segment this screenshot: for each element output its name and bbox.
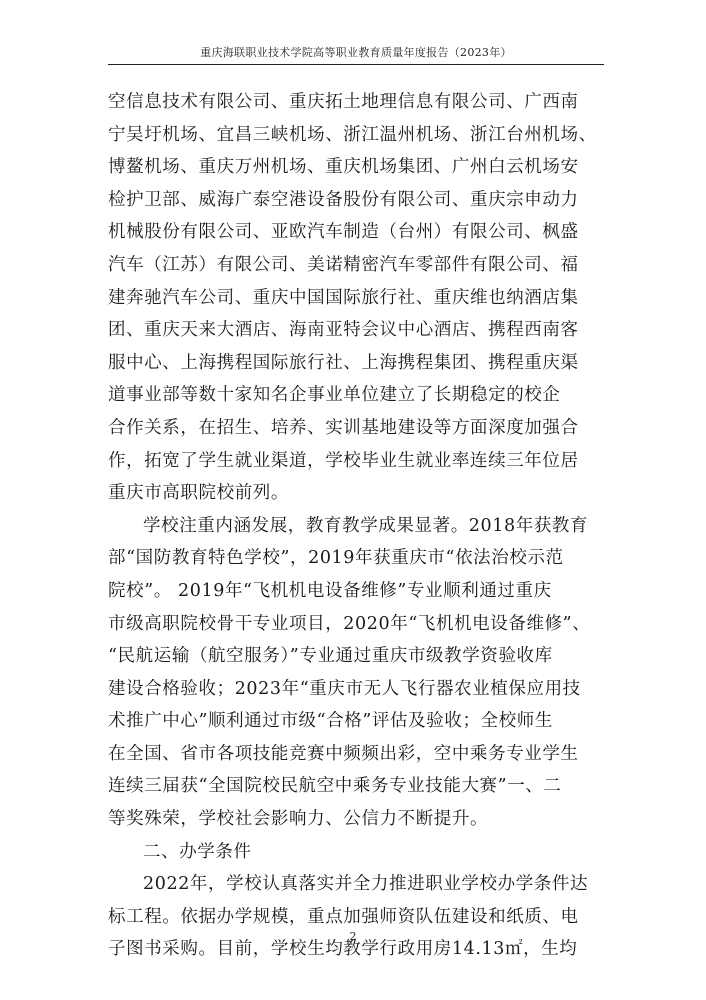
text-line: 子图书采购。目前，学校生均教学行政用房14.13㎡，生均	[108, 939, 578, 960]
text-line: 建奔驰汽车公司、重庆中国国际旅行社、重庆维也纳酒店集	[108, 287, 579, 308]
header-divider	[108, 64, 604, 65]
text-line: 作，拓宽了学生就业渠道，学校毕业生就业率连续三年位居	[108, 450, 579, 471]
body-text	[108, 86, 604, 966]
text-line: 标工程。依据办学规模，重点加强师资队伍建设和纸质、电	[108, 906, 579, 927]
text-line: 合作关系，在招生、培养、实训基地建设等方面深度加强合	[108, 417, 579, 438]
text-line: 部“国防教育特色学校”，2019年获重庆市“依法治校示范	[108, 548, 564, 569]
text-line: 重庆市高职院校前列。	[108, 483, 289, 504]
text-line: 连续三届获“全国院校民航空中乘务专业技能大赛”一、二	[108, 776, 562, 797]
text-line: 等奖殊荣，学校社会影响力、公信力不断提升。	[108, 809, 489, 830]
text-line: 汽车（江苏）有限公司、美诺精密汽车零部件有限公司、福	[108, 254, 579, 275]
section-heading: 二、办学条件	[143, 841, 252, 862]
text-line: 空信息技术有限公司、重庆拓土地理信息有限公司、广西南	[108, 92, 579, 112]
page-number: 2	[349, 930, 357, 943]
paragraph-first-line: 学校注重内涵发展，教育教学成果显著。2018年获教育	[143, 515, 589, 536]
text-line: 服中心、上海携程国际旅行社、上海携程集团、携程重庆渠	[108, 352, 579, 373]
text-line: 团、重庆天来大酒店、海南亚特会议中心酒店、携程西南客	[108, 320, 579, 341]
text-line: 机械股份有限公司、亚欧汽车制造（台州）有限公司、枫盛	[108, 222, 579, 243]
text-line: 在全国、省市各项技能竞赛中频频出彩，空中乘务专业学生	[108, 743, 579, 764]
text-line: 宁吴圩机场、宜昌三峡机场、浙江温州机场、浙江台州机场、	[108, 124, 597, 145]
text-line: 检护卫部、威海广泰空港设备股份有限公司、重庆宗申动力	[108, 189, 579, 210]
text-line: 道事业部等数十家知名企事业单位建立了长期稳定的校企	[108, 385, 561, 406]
text-line: “民航运输（航空服务）”专业通过重庆市级教学资验收库	[108, 646, 553, 667]
paragraph-first-line: 2022年，学校认真落实并全力推进职业学校办学条件达	[143, 874, 589, 895]
running-header: 重庆海联职业技术学院高等职业教育质量年度报告（2023年）	[200, 46, 512, 59]
text-line: 建设合格验收；2023年“重庆市无人飞行器农业植保应用技	[108, 678, 581, 699]
text-line: 术推广中心”顺利通过市级“合格”评估及验收；全校师生	[108, 711, 553, 732]
text-line: 院校”。 2019年“飞机机电设备维修”专业顺利通过重庆	[108, 580, 552, 601]
text-line: 市级高职院校骨干专业项目，2020年“飞机机电设备维修”、	[108, 613, 591, 634]
text-line: 博鳌机场、重庆万州机场、重庆机场集团、广州白云机场安	[108, 157, 579, 178]
